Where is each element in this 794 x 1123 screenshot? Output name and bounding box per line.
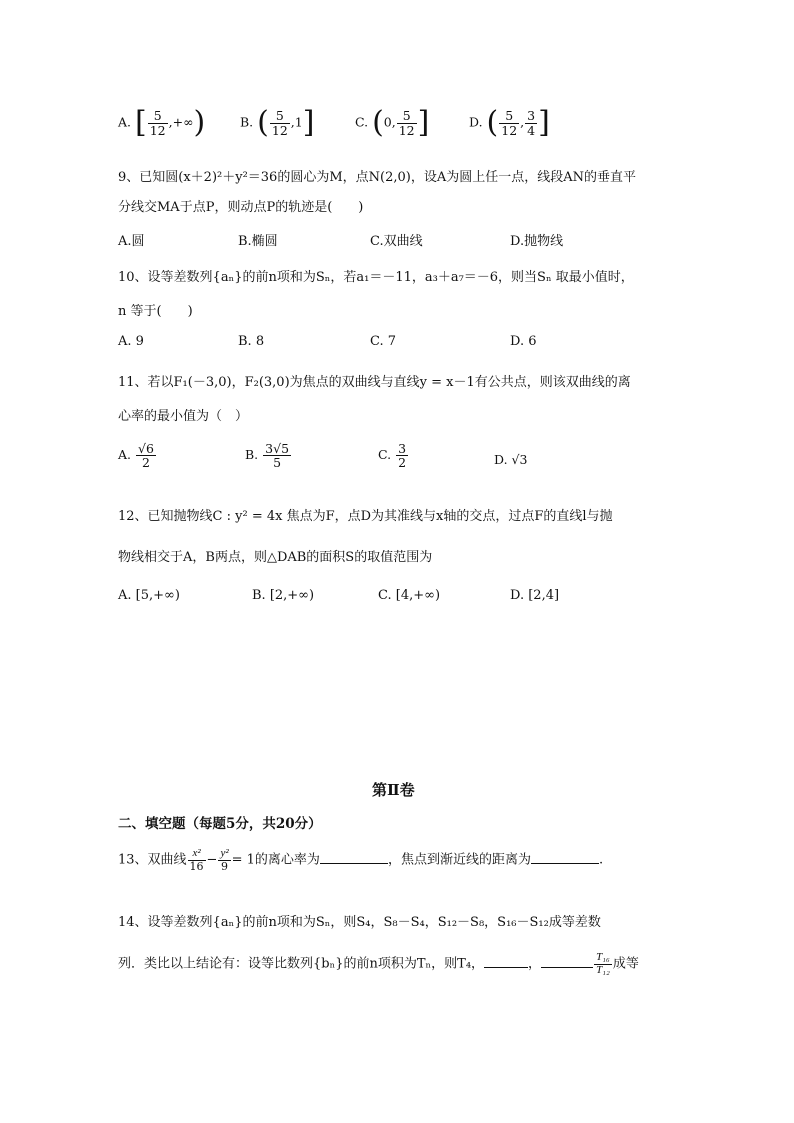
q12-option-d: D. [2,4] [510, 588, 560, 603]
q10-text-line1: 10、设等差数列{aₙ}的前n项和为Sₙ，若a₁＝－11，a₃＋a₇＝－6，则当Sₙ 取最小值时， [118, 270, 634, 285]
q9-text-line1: 9、已知圆(x＋2)²＋y²＝36的圆心为M，点N(2,0)，设A为圆上任一点，线段AN的垂直平 [118, 170, 636, 185]
q11-option-c: C. $\frac{3}{2}$ [378, 441, 407, 471]
q14-blank-2[interactable] [541, 955, 593, 968]
q8-option-d: D. ( $\frac{5}{12}$ , $\frac{3}{4}$ ] [469, 105, 550, 140]
q9-option-a: A.圆 [118, 234, 145, 249]
q10-text-line2: n 等于( ) [118, 304, 193, 319]
q8-option-c: C. (0, $\frac{5}{12}$ ] [355, 105, 430, 140]
q11-text-line1: 11、若以F₁(－3,0)，F₂(3,0)为焦点的双曲线与直线y = x－1有公共点，则该双曲线的离 [118, 375, 631, 390]
q12-text-line1: 12、已知抛物线C : y² = 4x 焦点为F，点D为其准线与x轴的交点，过点F的直线l与抛 [118, 509, 613, 524]
q13-blank-eccentricity[interactable] [320, 851, 388, 864]
part2-title: 第Ⅱ卷 [372, 781, 415, 799]
q9-option-b: B.椭圆 [238, 234, 278, 249]
q10-option-a: A. 9 [118, 334, 144, 349]
q14-text-line1: 14、设等差数列{aₙ}的前n项和为Sₙ，则S₄，S₈－S₄，S₁₂－S₈，S₁₆－S₁₂成等差数 [118, 915, 601, 930]
q10-option-b: B. 8 [238, 334, 265, 349]
q12-text-line2: 物线相交于A，B两点，则△DAB的面积S的取值范围为 [118, 550, 433, 565]
q8-option-a: A. [ $\frac{5}{12}$ ,+∞) [118, 105, 206, 140]
q10-option-d: D. 6 [510, 334, 537, 349]
q8-option-b: B. ( $\frac{5}{12}$ ,1] [240, 105, 315, 140]
q12-option-a: A. [5,+∞) [118, 588, 180, 603]
q9-option-c: C.双曲线 [370, 234, 423, 249]
q13-blank-distance[interactable] [531, 851, 599, 864]
q11-option-d: D. √3 [494, 452, 528, 467]
q14-blank-1[interactable] [484, 955, 528, 968]
section-fill-blank-heading: 二、填空题（每题5分，共20分） [118, 816, 322, 832]
q12-option-b: B. [2,+∞) [252, 588, 315, 603]
q11-option-a: A. $\frac{√6}{2}$ [118, 441, 154, 471]
q11-option-b: B. $\frac{3√5}{5}$ [245, 441, 290, 471]
q12-option-c: C. [4,+∞) [378, 588, 441, 603]
q9-text-line2: 分线交MA于点P，则动点P的轨迹是( ) [118, 200, 364, 215]
q9-option-d: D.抛物线 [510, 234, 564, 249]
q13-text: 13、双曲线 $\frac{\text{x²}}{16}$ − $\frac{\text{y²}}{9}$ = 1的离心率为 ，焦点到渐近线的距离为 . [118, 847, 604, 873]
q11-text-line2: 心率的最小值为（ ） [118, 409, 249, 424]
q10-option-c: C. 7 [370, 334, 397, 349]
q14-text-line2: 列．类比以上结论有：设等比数列{bₙ}的前n项积为Tₙ，则T₄， ， $\frac{\text{T₁₆}}{\text{T₁₂}}$ 成等 [118, 951, 639, 976]
